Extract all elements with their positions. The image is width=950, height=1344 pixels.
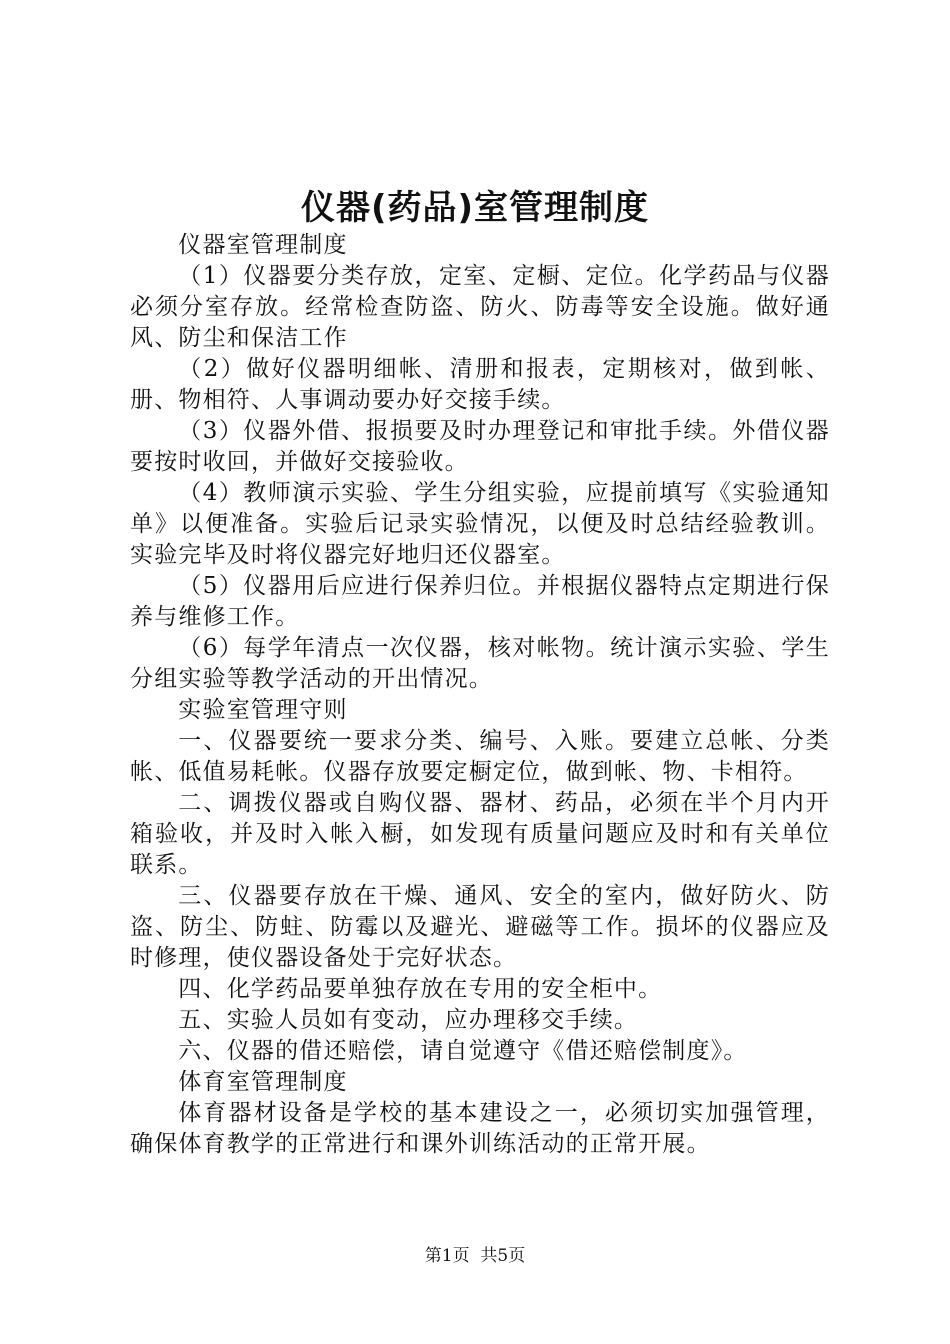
rule-paragraph: 五、实验人员如有变动，应办理移交手续。 xyxy=(178,1007,639,1033)
rule-paragraph: （2）做好仪器明细帐、清册和报表，定期核对，做到帐、册、物相符、人事调动要办好交接手续。 xyxy=(130,356,830,413)
document-body xyxy=(130,230,830,1160)
rule-paragraph: 二、调拨仪器或自购仪器、器材、药品，必须在半个月内开箱验收，并及时入帐入橱，如发现有质量问题应及时和有关单位联系。 xyxy=(130,790,830,878)
document-title: 仪器(药品)室管理制度 xyxy=(300,188,650,228)
rule-paragraph: （5）仪器用后应进行保养归位。并根据仪器特点定期进行保养与维修工作。 xyxy=(130,573,830,630)
footer-separator xyxy=(470,1246,481,1266)
section-heading-sports-room: 体育室管理制度 xyxy=(178,1069,348,1095)
section-heading-instrument-room: 仪器室管理制度 xyxy=(178,232,348,258)
page-total: 共5页 xyxy=(480,1246,526,1266)
page-number: 第1页 xyxy=(424,1246,470,1266)
rule-paragraph: 一、仪器要统一要求分类、编号、入账。要建立总帐、分类帐、低值易耗帐。仪器存放要定橱定位，做到帐、物、卡相符。 xyxy=(130,728,830,785)
page-footer xyxy=(0,1244,950,1268)
rule-paragraph: （4）教师演示实验、学生分组实验，应提前填写《实验通知单》以便准备。实验后记录实验情况，以便及时总结经验教训。实验完毕及时将仪器完好地归还仪器室。 xyxy=(130,480,830,568)
rule-paragraph: （3）仪器外借、报损要及时办理登记和审批手续。外借仪器要按时收回，并做好交接验收。 xyxy=(130,418,830,475)
rule-paragraph: （1）仪器要分类存放，定室、定橱、定位。化学药品与仪器必须分室存放。经常检查防盗、防火、防毒等安全设施。做好通风、防尘和保洁工作 xyxy=(130,263,830,351)
rule-paragraph: 体育器材设备是学校的基本建设之一，必须切实加强管理，确保体育教学的正常进行和课外训练活动的正常开展。 xyxy=(130,1100,830,1157)
rule-paragraph: （6）每学年清点一次仪器，核对帐物。统计演示实验、学生分组实验等教学活动的开出情况。 xyxy=(130,635,830,692)
rule-paragraph: 六、仪器的借还赔偿，请自觉遵守《借还赔偿制度》。 xyxy=(178,1038,748,1064)
rule-paragraph: 四、化学药品要单独存放在专用的安全柜中。 xyxy=(178,976,663,1002)
rule-paragraph: 三、仪器要存放在干燥、通风、安全的室内，做好防火、防盗、防尘、防蛀、防霉以及避光、避磁等工作。损坏的仪器应及时修理，使仪器设备处于完好状态。 xyxy=(130,883,830,971)
section-heading-lab-rules: 实验室管理守则 xyxy=(178,697,348,723)
